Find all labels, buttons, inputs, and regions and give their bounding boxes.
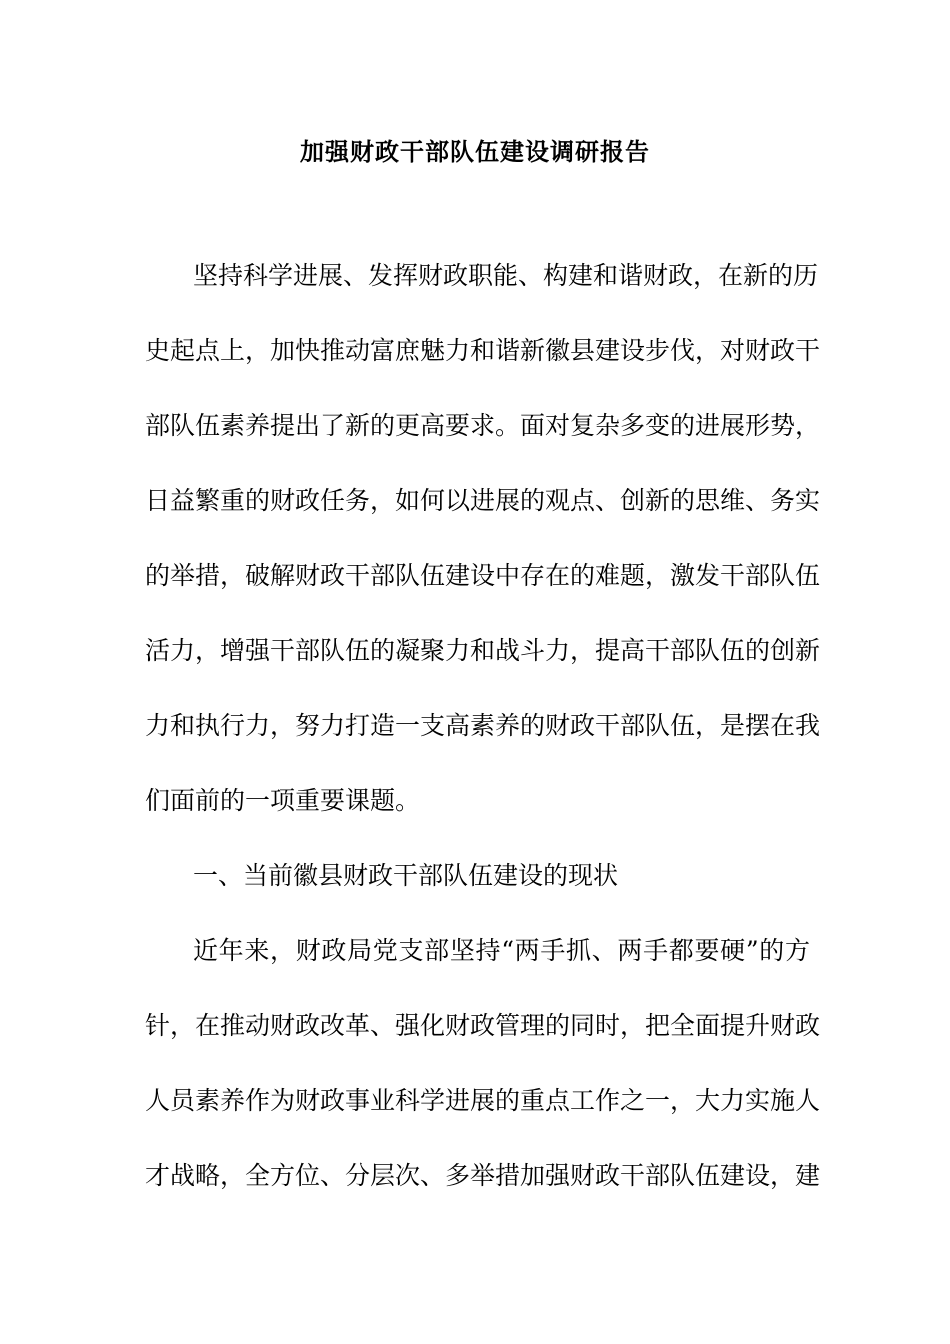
paragraph-1-line-8: 们面前的一项重要课题。 [145,786,421,815]
paragraph-2-line-3: 人员素养作为财政事业科学进展的重点工作之一，大力实施人 [145,1086,821,1115]
paragraph-1-line-2: 史起点上，加快推动富庶魅力和谐新徽县建设步伐，对财政干 [145,336,821,365]
paragraph-1-line-4: 日益繁重的财政任务，如何以进展的观点、创新的思维、务实 [145,486,821,515]
document-body [145,251,821,1226]
paragraph-2-line-2: 针，在推动财政改革、强化财政管理的同时，把全面提升财政 [145,1011,821,1040]
document-title: 加强财政干部队伍建设调研报告 [300,137,650,166]
paragraph-2-line-1: 近年来，财政局党支部坚持“两手抓、两手都要硬”的方 [193,936,810,965]
paragraph-1-line-7: 力和执行力，努力打造一支高素养的财政干部队伍，是摆在我 [145,711,821,740]
section-heading-1: 一、当前徽县财政干部队伍建设的现状 [193,861,619,890]
paragraph-1-line-3: 部队伍素养提出了新的更高要求。面对复杂多变的进展形势， [145,411,821,440]
paragraph-1-line-5: 的举措，破解财政干部队伍建设中存在的难题，激发干部队伍 [145,561,821,590]
paragraph-1-line-1: 坚持科学进展、发挥财政职能、构建和谐财政，在新的历 [193,261,819,290]
paragraph-1-line-6: 活力，增强干部队伍的凝聚力和战斗力，提高干部队伍的创新 [145,636,821,665]
paragraph-2-line-4: 才战略，全方位、分层次、多举措加强财政干部队伍建设，建 [145,1161,821,1190]
